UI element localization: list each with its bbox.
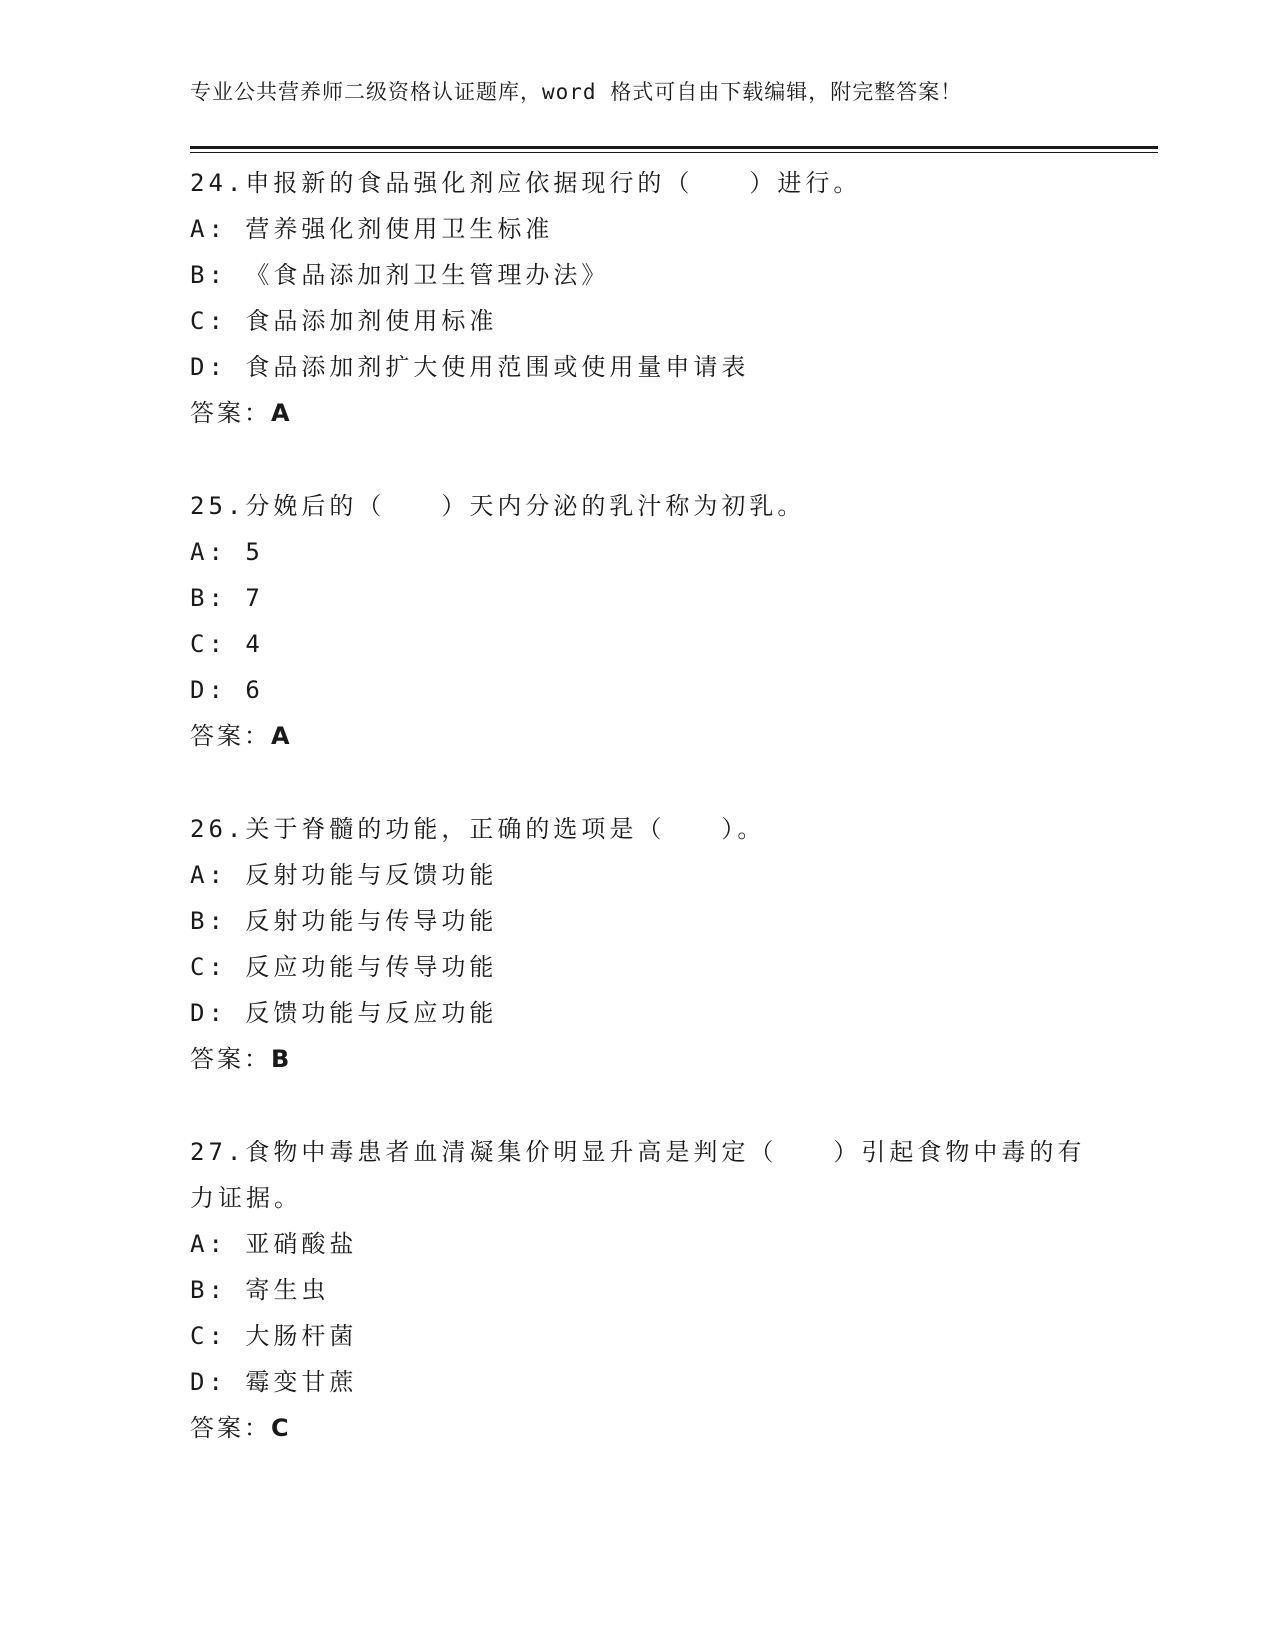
option-a: A: 亚硝酸盐 xyxy=(190,1230,358,1258)
option-c: C: 食品添加剂使用标准 xyxy=(190,307,498,335)
header-divider-thin xyxy=(190,152,1158,153)
option-b: B: 反射功能与传导功能 xyxy=(190,907,498,935)
answer-line xyxy=(190,390,1090,436)
option-a: A: 5 xyxy=(190,538,264,566)
answer-label: 答案： xyxy=(190,722,271,750)
option-c: C: 大肠杆菌 xyxy=(190,1322,358,1350)
answer-label: 答案： xyxy=(190,1414,271,1442)
question-stem: 27.食物中毒患者血清凝集价明显升高是判定（ ）引起食物中毒的有力证据。 xyxy=(190,1138,1086,1212)
page-header: 专业公共营养师二级资格认证题库，word 格式可自由下载编辑，附完整答案！ xyxy=(190,80,963,104)
answer-value: B xyxy=(271,1045,293,1073)
question-27 xyxy=(190,1129,1090,1451)
answer-value: A xyxy=(271,399,293,427)
question-25 xyxy=(190,483,1090,759)
option-d: D: 食品添加剂扩大使用范围或使用量申请表 xyxy=(190,353,750,381)
answer-label: 答案： xyxy=(190,399,271,427)
answer-value: A xyxy=(271,722,293,750)
answer-line xyxy=(190,1405,1090,1451)
option-d: D: 6 xyxy=(190,676,264,704)
option-c: C: 反应功能与传导功能 xyxy=(190,953,498,981)
question-26 xyxy=(190,806,1090,1082)
answer-label: 答案： xyxy=(190,1045,271,1073)
question-24 xyxy=(190,160,1090,436)
option-a: A: 营养强化剂使用卫生标准 xyxy=(190,215,554,243)
option-b: B: 寄生虫 xyxy=(190,1276,330,1304)
answer-line xyxy=(190,1036,1090,1082)
question-stem: 25.分娩后的（ ）天内分泌的乳汁称为初乳。 xyxy=(190,492,806,520)
option-c: C: 4 xyxy=(190,630,264,658)
question-stem: 26.关于脊髓的功能，正确的选项是（ ）。 xyxy=(190,815,766,843)
answer-value: C xyxy=(271,1414,292,1442)
option-a: A: 反射功能与反馈功能 xyxy=(190,861,498,889)
option-b: B: 《食品添加剂卫生管理办法》 xyxy=(190,261,610,289)
option-d: D: 反馈功能与反应功能 xyxy=(190,999,498,1027)
question-stem: 24.申报新的食品强化剂应依据现行的（ ）进行。 xyxy=(190,169,862,197)
option-d: D: 霉变甘蔗 xyxy=(190,1368,358,1396)
question-list xyxy=(190,160,1090,1498)
header-divider-thick xyxy=(190,146,1158,149)
answer-line xyxy=(190,713,1090,759)
option-b: B: 7 xyxy=(190,584,264,612)
